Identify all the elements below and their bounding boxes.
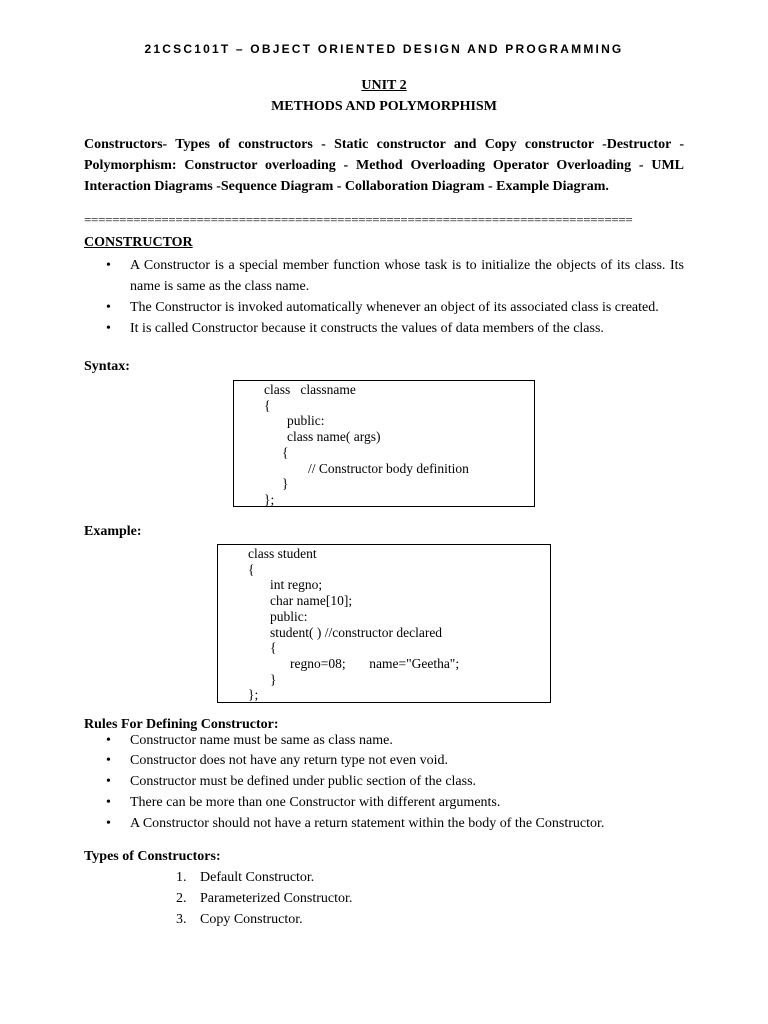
code-line: public:	[270, 609, 308, 624]
code-line: {	[264, 398, 271, 413]
code-line: }	[282, 476, 289, 491]
unit-subtitle: METHODS AND POLYMORPHISM	[271, 99, 497, 114]
list-item: • It is called Constructor because it constructs the values of data members of the class.	[84, 318, 684, 339]
course-header: 21CSC101T – OBJECT ORIENTED DESIGN AND PROGRAMMING	[144, 42, 624, 56]
code-line: {	[282, 445, 289, 460]
syntax-code-box	[233, 380, 535, 507]
list-item	[176, 867, 576, 888]
code-line: regno=08; name="Geetha";	[290, 656, 460, 671]
list-item: • There can be more than one Constructor with different arguments.	[84, 792, 704, 813]
code-line: {	[270, 640, 277, 655]
unit-title: UNIT 2	[361, 78, 407, 93]
list-item	[176, 909, 576, 930]
code-line: }	[270, 672, 277, 687]
list-item: • A Constructor should not have a return statement within the body of the Constructor.	[84, 813, 704, 834]
code-line: public:	[287, 413, 325, 428]
syntax-label: Syntax:	[84, 359, 130, 374]
list-item: • Constructor must be defined under public section of the class.	[84, 771, 704, 792]
list-item: • Constructor name must be same as class name.	[84, 733, 704, 749]
constructor-bullets	[84, 255, 684, 339]
item-text: Copy Constructor.	[200, 912, 303, 927]
list-item	[176, 888, 576, 909]
item-text: Default Constructor.	[200, 870, 315, 885]
code-line: {	[248, 562, 255, 577]
item-number: 1.	[176, 870, 187, 885]
code-line: };	[264, 492, 275, 507]
topics-paragraph: Constructors- Types of constructors - Static constructor and Copy constructor -Destructor - Polymorphism: Constructor overloading - Method Overloading Operator Overloading - UML Interaction Diagrams -Sequence Diagram - Collaboration Diagram - Example Diagram.	[84, 137, 684, 194]
code-line: student( ) //constructor declared	[270, 625, 443, 640]
code-line: class student	[248, 546, 317, 561]
rules-list	[84, 733, 704, 834]
code-line: class name( args)	[287, 429, 381, 444]
item-number: 3.	[176, 912, 187, 927]
list-item: • Constructor does not have any return type not even void.	[84, 750, 704, 771]
example-code-box	[217, 544, 551, 703]
rules-heading: Rules For Defining Constructor:	[84, 717, 279, 732]
constructor-heading: CONSTRUCTOR	[84, 235, 193, 250]
types-heading: Types of Constructors:	[84, 849, 221, 864]
item-number: 2.	[176, 891, 187, 906]
code-line: };	[248, 687, 259, 702]
item-text: Parameterized Constructor.	[200, 891, 353, 906]
separator-line: ==============================================================================	[84, 212, 633, 227]
code-line: int regno;	[270, 577, 323, 592]
code-line: // Constructor body definition	[308, 461, 469, 476]
code-line: char name[10];	[270, 593, 353, 608]
example-label: Example:	[84, 524, 142, 539]
code-line: class classname	[264, 382, 356, 397]
list-item: • A Constructor is a special member function whose task is to initialize the objects of its class. Its name is same as the class name.	[84, 255, 684, 297]
list-item: • The Constructor is invoked automatically whenever an object of its associated class is created.	[84, 297, 684, 318]
types-list	[176, 867, 576, 930]
